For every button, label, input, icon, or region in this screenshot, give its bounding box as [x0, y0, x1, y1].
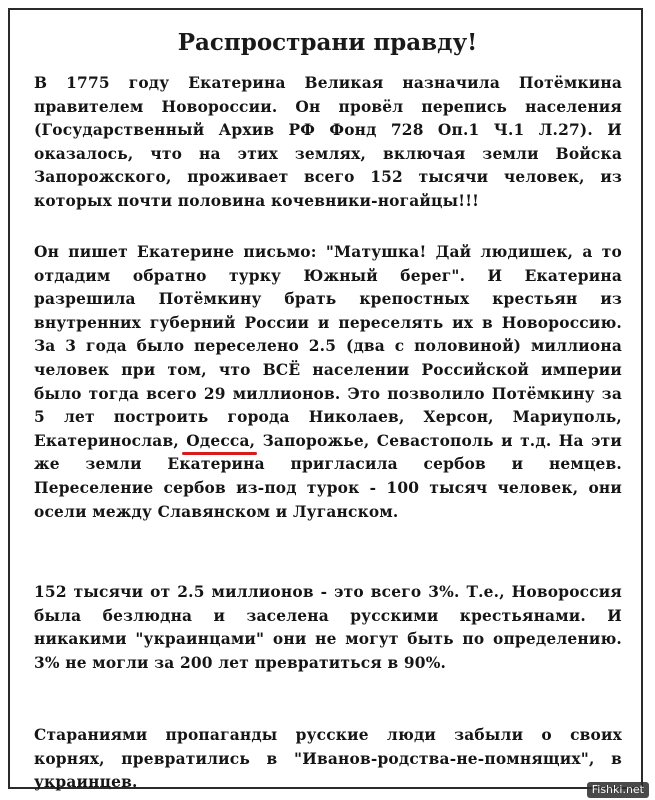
paragraph-resettlement-text-start: Он пишет Екатерине письмо: "Матушка! Дай людишек, а то отдадим обратно турку Южный берег". И Екатерина разрешила Потёмкину брать крепостных крестьян из внутренних губерний России и переселять их в Новороссию. За 3 года было переселено 2.5 (два с половиной) миллиона человек при том, что ВСЁ населении Российской империи было тогда всего 29 миллионов. Это позволило Потёмкину за 5 лет построить города Николаев, Херсон, Мариуполь, Екатеринослав,	[34, 243, 622, 450]
highlighted-city-odessa-text: Одесса,	[186, 431, 256, 450]
paragraph-percentage: 152 тысячи от 2.5 миллионов - это всего 3%. Т.е., Новороссия была безлюдна и заселена русскими крестьянами. И никакими "украинцами" они не могут быть по определению. 3% не могли за 200 лет превратиться в 90%.	[34, 583, 622, 672]
watermark-logo: Fishki.net	[587, 782, 649, 798]
paragraph-resettlement-text-end: Запорожье, Севастополь и т.д. На эти же земли Екатерина пригласила сербов и немцев. Переселение сербов из-под турок - 100 тысяч человек, они осели между Славянском и Луганском.	[34, 431, 622, 521]
paragraph-census: В 1775 году Екатерина Великая назначила Потёмкина правителем Новороссии. Он провёл перепись населения (Государственный Архив РФ Фонд 728 Оп.1 Ч.1 Л.27). И оказалось, что на этих землях, включая земли Войска Запорожского, проживает всего 152 тысячи человек, из которых почти половина кочевники-ногайцы!!!	[34, 74, 622, 210]
paragraph-resettlement	[34, 241, 622, 524]
red-underline-mark	[182, 452, 257, 455]
paragraph-propaganda: Стараниями пропаганды русские люди забыли о своих корнях, превратились в "Иванов-родства-не-помнящих", в украинцев.	[34, 726, 622, 792]
highlighted-city-odessa	[186, 432, 255, 450]
page-title: Распространи правду!	[177, 29, 478, 56]
